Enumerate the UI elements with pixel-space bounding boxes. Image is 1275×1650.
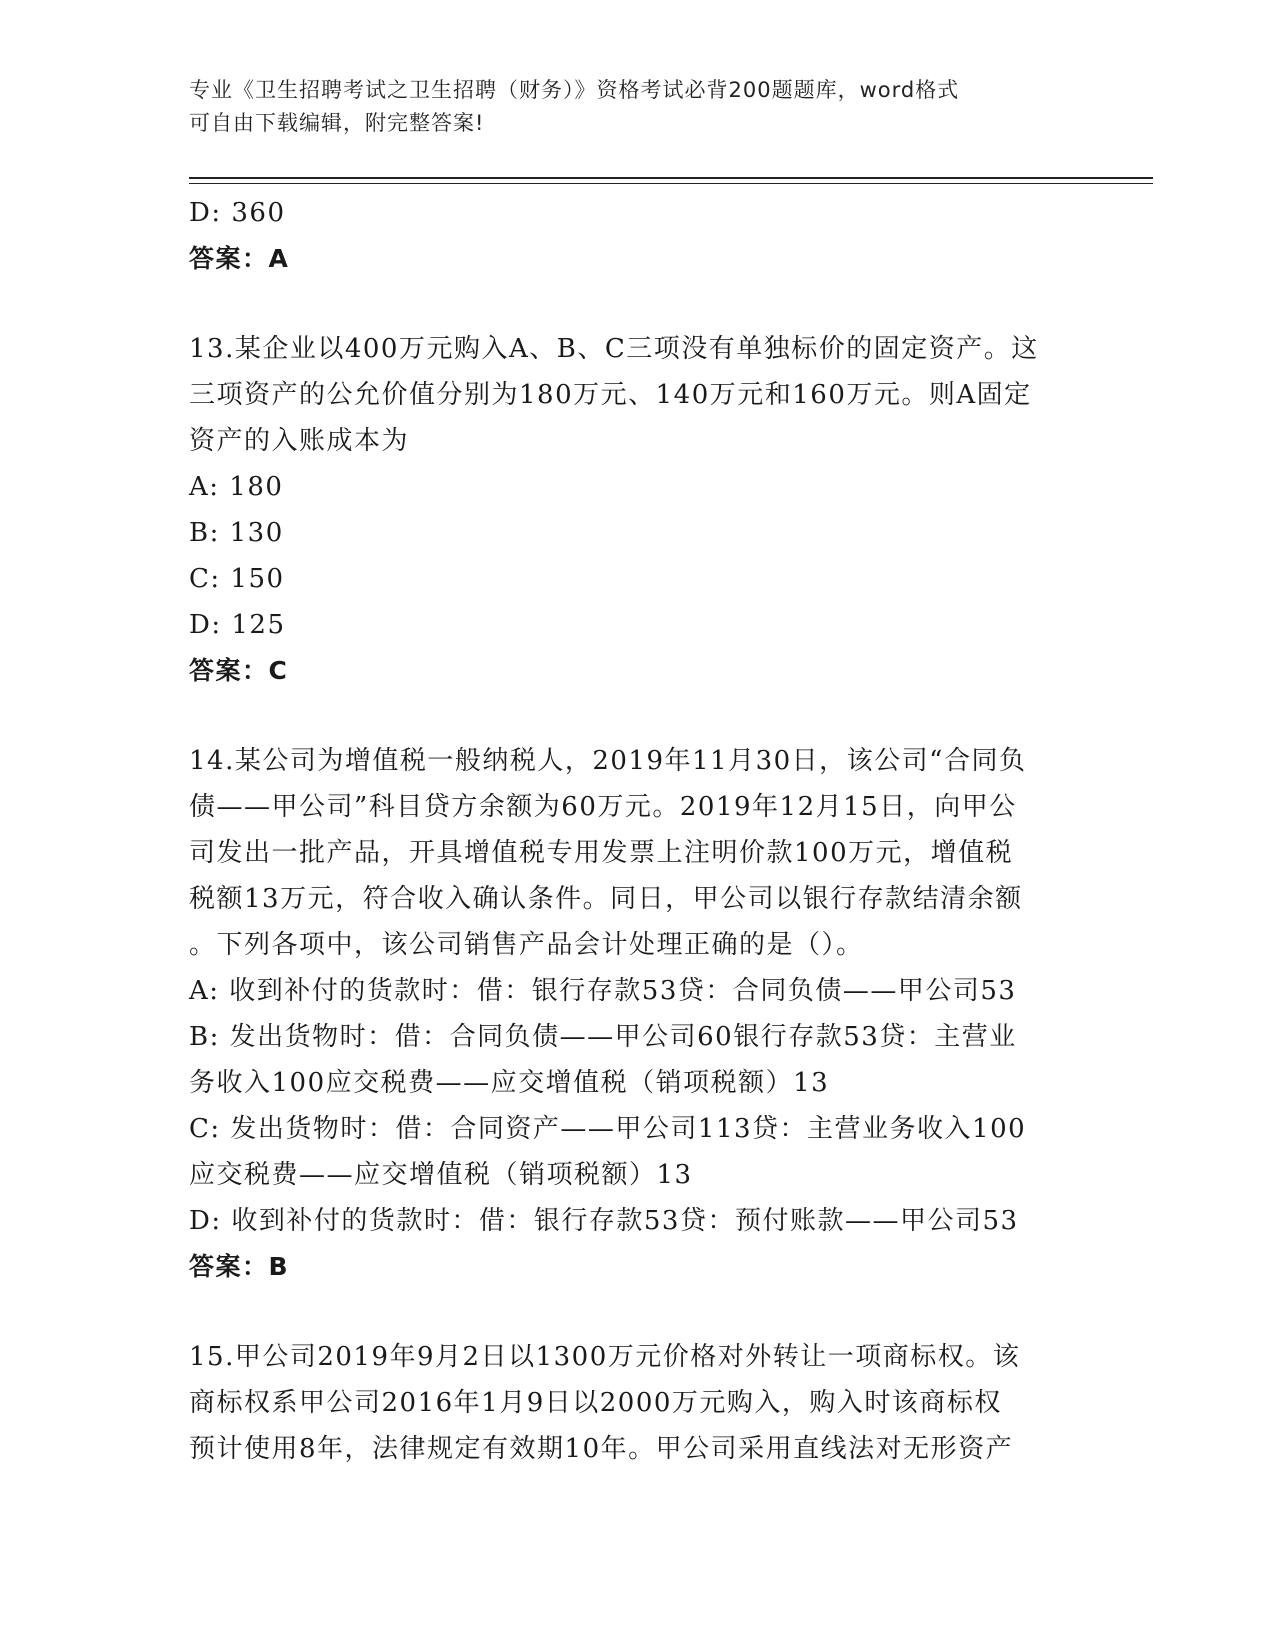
question-text-line: 13.某企业以400万元购入A、B、C三项没有单独标价的固定资产。这 bbox=[189, 334, 1039, 364]
question-15 bbox=[189, 1334, 1089, 1472]
spacer bbox=[189, 1290, 1089, 1334]
header-line-2: 可自由下载编辑，附完整答案! bbox=[189, 111, 485, 135]
option-d: D: 125 bbox=[189, 610, 286, 640]
option-d: D: 360 bbox=[189, 198, 286, 228]
question-text-line: 资产的入账成本为 bbox=[189, 426, 410, 456]
header-divider bbox=[189, 177, 1153, 184]
spacer bbox=[189, 694, 1089, 738]
document-header bbox=[189, 74, 1089, 140]
question-text-line: 税额13万元，符合收入确认条件。同日，甲公司以银行存款结清余额 bbox=[189, 884, 1023, 914]
answer-line: 答案：A bbox=[189, 244, 290, 273]
question-13 bbox=[189, 326, 1089, 694]
option-b: B: 130 bbox=[189, 518, 284, 548]
option-b: B: 发出货物时：借：合同负债——甲公司60银行存款53贷：主营业 bbox=[189, 1022, 1017, 1052]
question-text-line: 。下列各项中，该公司销售产品会计处理正确的是（）。 bbox=[189, 930, 864, 960]
previous-question-tail bbox=[189, 190, 1089, 282]
document-body bbox=[189, 190, 1089, 1472]
option-c-continued: 应交税费——应交增值税（销项税额）13 bbox=[189, 1160, 693, 1190]
option-a: A: 180 bbox=[189, 472, 284, 502]
option-b-continued: 务收入100应交税费——应交增值税（销项税额）13 bbox=[189, 1068, 830, 1098]
spacer bbox=[189, 282, 1089, 326]
question-text-line: 司发出一批产品，开具增值税专用发票上注明价款100万元，增值税 bbox=[189, 838, 1014, 868]
option-a: A: 收到补付的货款时：借：银行存款53贷：合同负债——甲公司53 bbox=[189, 976, 1017, 1006]
answer-line: 答案：B bbox=[189, 1252, 290, 1281]
question-text-line: 14.某公司为增值税一般纳税人，2019年11月30日，该公司“合同负 bbox=[189, 746, 1027, 776]
question-text-line: 预计使用8年，法律规定有效期10年。甲公司采用直线法对无形资产 bbox=[189, 1434, 1014, 1464]
question-text-line: 三项资产的公允价值分别为180万元、140万元和160万元。则A固定 bbox=[189, 380, 1032, 410]
question-text-line: 债——甲公司”科目贷方余额为60万元。2019年12月15日，向甲公 bbox=[189, 792, 1017, 822]
question-text-line: 15.甲公司2019年9月2日以1300万元价格对外转让一项商标权。该 bbox=[189, 1342, 1021, 1372]
header-line-1: 专业《卫生招聘考试之卫生招聘（财务）》资格考试必背200题题库，word格式 bbox=[189, 78, 960, 102]
option-c: C: 发出货物时：借：合同资产——甲公司113贷：主营业务收入100 bbox=[189, 1114, 1027, 1144]
question-text-line: 商标权系甲公司2016年1月9日以2000万元购入，购入时该商标权 bbox=[189, 1388, 1002, 1418]
answer-line: 答案：C bbox=[189, 656, 289, 685]
option-c: C: 150 bbox=[189, 564, 285, 594]
option-d: D: 收到补付的货款时：借：银行存款53贷：预付账款——甲公司53 bbox=[189, 1206, 1019, 1236]
question-14 bbox=[189, 738, 1089, 1290]
